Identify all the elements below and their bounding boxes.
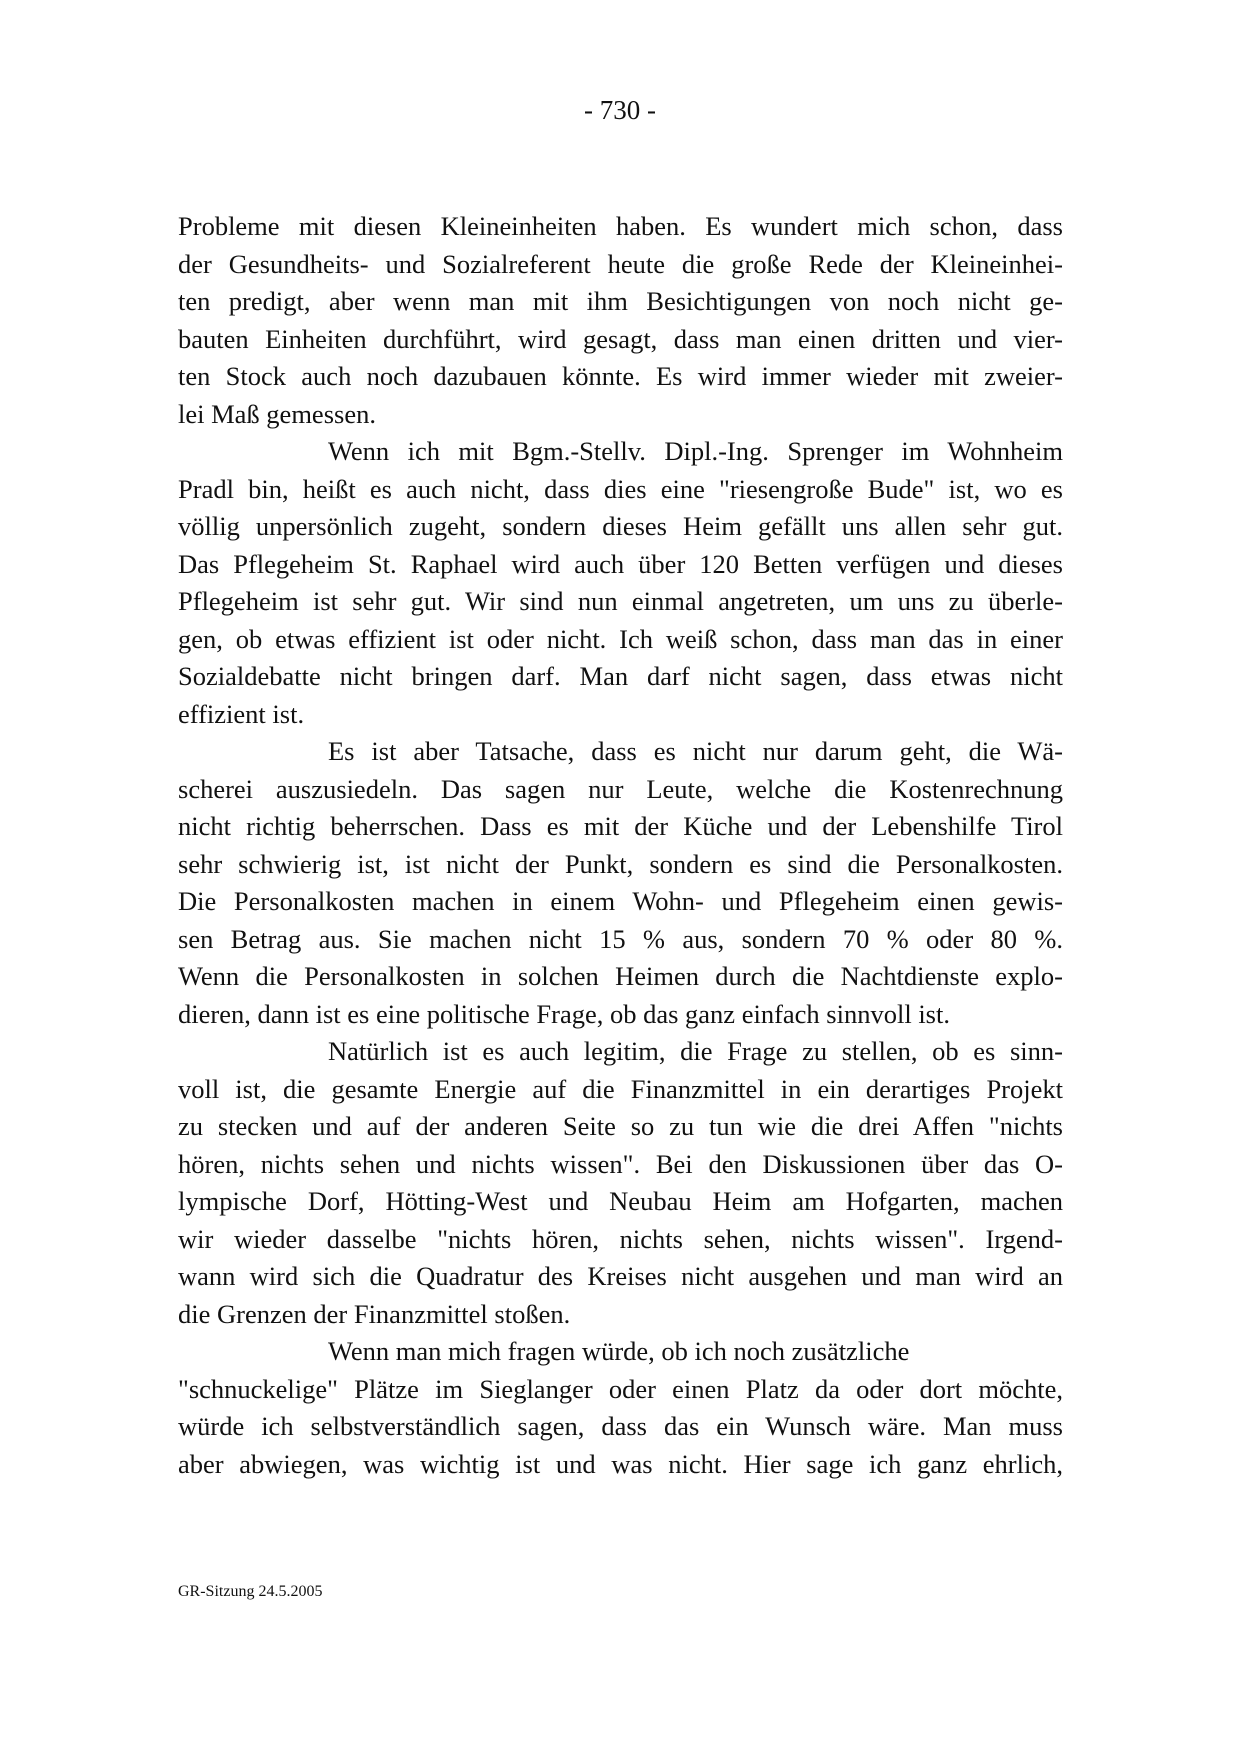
text-line: Sozialdebatte nicht bringen darf. Man darf nicht sagen, dass etwas nicht [178,661,1063,691]
page-number: - 730 - [584,95,656,125]
text-line: zu stecken und auf der anderen Seite so zu tun wie die drei Affen "nichts [178,1111,1063,1141]
text-line: gen, ob etwas effizient ist oder nicht. Ich weiß schon, dass man das in einer [178,623,1063,654]
text-line: hören, nichts sehen und nichts wissen". Bei den Diskussionen über das O- [178,1148,1063,1179]
text-line: die Grenzen der Finanzmittel stoßen. [178,1298,571,1329]
footer-session-label: GR-Sitzung 24.5.2005 [178,1583,323,1600]
text-line: würde ich selbstverständlich sagen, dass das ein Wunsch wäre. Man muss [178,1411,1063,1441]
text-line: voll ist, die gesamte Energie auf die Finanzmittel in ein derartiges Projekt [178,1073,1063,1104]
text-line: effizient ist. [178,698,305,729]
text-line: der Gesundheits- und Sozialreferent heute die große Rede der Kleineinhei- [178,248,1063,279]
text-line: sehr schwierig ist, ist nicht der Punkt, sondern es sind die Personalkosten. [178,848,1063,879]
text-line: Es ist aber Tatsache, dass es nicht nur darum geht, die Wä- [328,736,1063,766]
text-line: scherei auszusiedeln. Das sagen nur Leute, welche die Kostenrechnung [178,773,1063,804]
text-line: wir wieder dasselbe "nichts hören, nichts sehen, nichts wissen". Irgend- [178,1223,1063,1254]
text-line: dieren, dann ist es eine politische Frage, ob das ganz einfach sinnvoll ist. [178,998,950,1029]
text-line: Wenn die Personalkosten in solchen Heimen durch die Nachtdienste explo- [178,961,1063,991]
text-line: ten predigt, aber wenn man mit ihm Besichtigungen von noch nicht ge- [178,286,1063,316]
text-line: lei Maß gemessen. [178,398,376,429]
text-line: Das Pflegeheim St. Raphael wird auch über 120 Betten verfügen und dieses [178,548,1063,579]
text-line: wann wird sich die Quadratur des Kreises nicht ausgehen und man wird an [178,1261,1063,1291]
text-line: aber abwiegen, was wichtig ist und was nicht. Hier sage ich ganz ehrlich, [178,1448,1063,1479]
text-line: Pflegeheim ist sehr gut. Wir sind nun einmal angetreten, um uns zu überle- [178,586,1063,616]
text-line: bauten Einheiten durchführt, wird gesagt, dass man einen dritten und vier- [178,323,1063,354]
text-line: "schnuckelige" Plätze im Sieglanger oder einen Platz da oder dort möchte, [178,1373,1063,1404]
text-line: Wenn man mich fragen würde, ob ich noch zusätzliche [328,1336,910,1366]
text-line: nicht richtig beherrschen. Dass es mit der Küche und der Lebenshilfe Tirol [178,811,1063,841]
text-line: Die Personalkosten machen in einem Wohn- und Pflegeheim einen gewis- [178,886,1063,916]
document-body [178,208,1063,1483]
text-line: Natürlich ist es auch legitim, die Frage zu stellen, ob es sinn- [328,1036,1063,1066]
text-line: Wenn ich mit Bgm.-Stellv. Dipl.-Ing. Sprenger im Wohnheim [328,436,1063,466]
text-line: Pradl bin, heißt es auch nicht, dass dies eine "riesengroße Bude" ist, wo es [178,473,1063,504]
text-line: Probleme mit diesen Kleineinheiten haben. Es wundert mich schon, dass [178,211,1063,241]
text-line: lympische Dorf, Hötting-West und Neubau Heim am Hofgarten, machen [178,1186,1063,1216]
text-line: völlig unpersönlich zugeht, sondern dieses Heim gefällt uns allen sehr gut. [178,511,1063,541]
text-line: ten Stock auch noch dazubauen könnte. Es wird immer wieder mit zweier- [178,361,1063,391]
text-line: sen Betrag aus. Sie machen nicht 15 % aus, sondern 70 % oder 80 %. [178,923,1063,954]
